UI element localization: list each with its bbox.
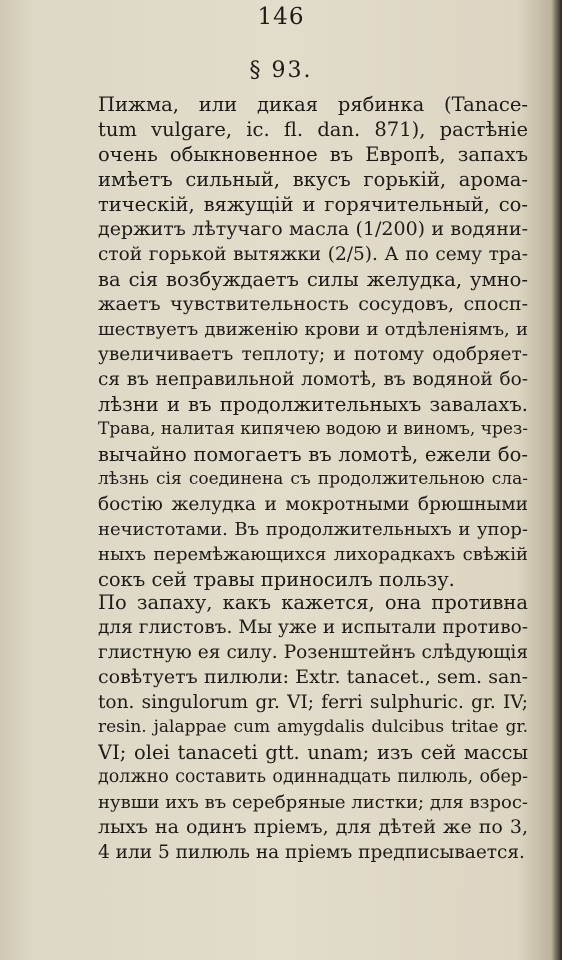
text-line: сокъ сей травы приносилъ пользу. — [98, 568, 455, 591]
text-line: ныхъ перемѣжающихся лихорадкахъ свѣжiй — [98, 544, 528, 565]
section-heading: § 93. — [249, 58, 313, 83]
page-number: 146 — [257, 4, 305, 30]
text-line: нувши ихъ въ серебряные листки; для взрос- — [98, 792, 528, 813]
page-edge-shadow — [552, 0, 562, 960]
text-line: увеличиваетъ теплоту; и потому одобряет- — [98, 344, 528, 365]
text-line: лѣзни и въ продолжительныхъ завалахъ. — [98, 393, 528, 416]
text-line: держитъ лѣтучаго масла (1/200) и водяни- — [98, 218, 528, 240]
text-line: тическiй, вяжущiй и горячительный, со- — [98, 193, 528, 216]
text-line: Трава, налитая кипячею водою и виномъ, чрез- — [98, 419, 528, 439]
text-line: Пижма, или дикая рябинка (Tanace- — [98, 93, 528, 116]
text-line: tum vulgare, ic. fl. dan. 871), растѣнiе — [98, 118, 528, 141]
text-line: шествуетъ движенiю крови и отдѣленiямъ, и — [98, 319, 528, 340]
text-line: вычайно помогаетъ въ ломотѣ, ежели бо- — [98, 443, 528, 466]
text-line: глистную ея силу. Розенштейнъ слѣдующiя — [98, 642, 528, 663]
text-line: бостiю желудка и мокротными брюшными — [98, 494, 528, 515]
paragraph-2 — [98, 590, 528, 865]
text-line: очень обыкновенное въ Европѣ, запахъ — [98, 143, 528, 166]
text-line: По запаху, какъ кажется, она противна — [98, 591, 528, 614]
paragraph-1 — [98, 92, 528, 592]
text-line: должно составить одиннадцать пилюль, обер- — [98, 767, 528, 787]
text-line: лѣзнь сiя соединена съ продолжительною сла- — [98, 469, 528, 489]
text-line: жаетъ чувствительность сосудовъ, спосп- — [98, 293, 528, 315]
text-line: нечистотами. Въ продолжительныхъ и упор- — [98, 519, 528, 540]
text-line: для глистовъ. Мы уже и испытали противо- — [98, 617, 528, 638]
text-line: resin. jalappae cum amygdalis dulcibus tritae gr. — [98, 717, 528, 737]
text-line: 4 или 5 пилюль на прiемъ предписывается. — [98, 842, 525, 863]
text-line: ton. singulorum gr. VI; ferri sulphuric. gr. IV; — [98, 692, 528, 713]
text-line: VI; olei tanaceti gtt. unam; изъ сей массы — [98, 741, 528, 764]
text-line: стой горькой вытяжки (2/5). А по сему тра- — [98, 244, 528, 265]
text-line: совѣтуетъ пилюли: Extr. tanacet., sem. san- — [98, 666, 528, 688]
text-line: ва сiя возбуждаетъ силы желудка, умно- — [98, 268, 528, 291]
text-line: ся въ неправильной ломотѣ, въ водяной бо- — [98, 369, 528, 390]
text-line: лыхъ на одинъ прiемъ, для дѣтей же по 3, — [98, 816, 528, 838]
text-line: имѣетъ сильный, вкусъ горькiй, арома- — [98, 168, 528, 191]
